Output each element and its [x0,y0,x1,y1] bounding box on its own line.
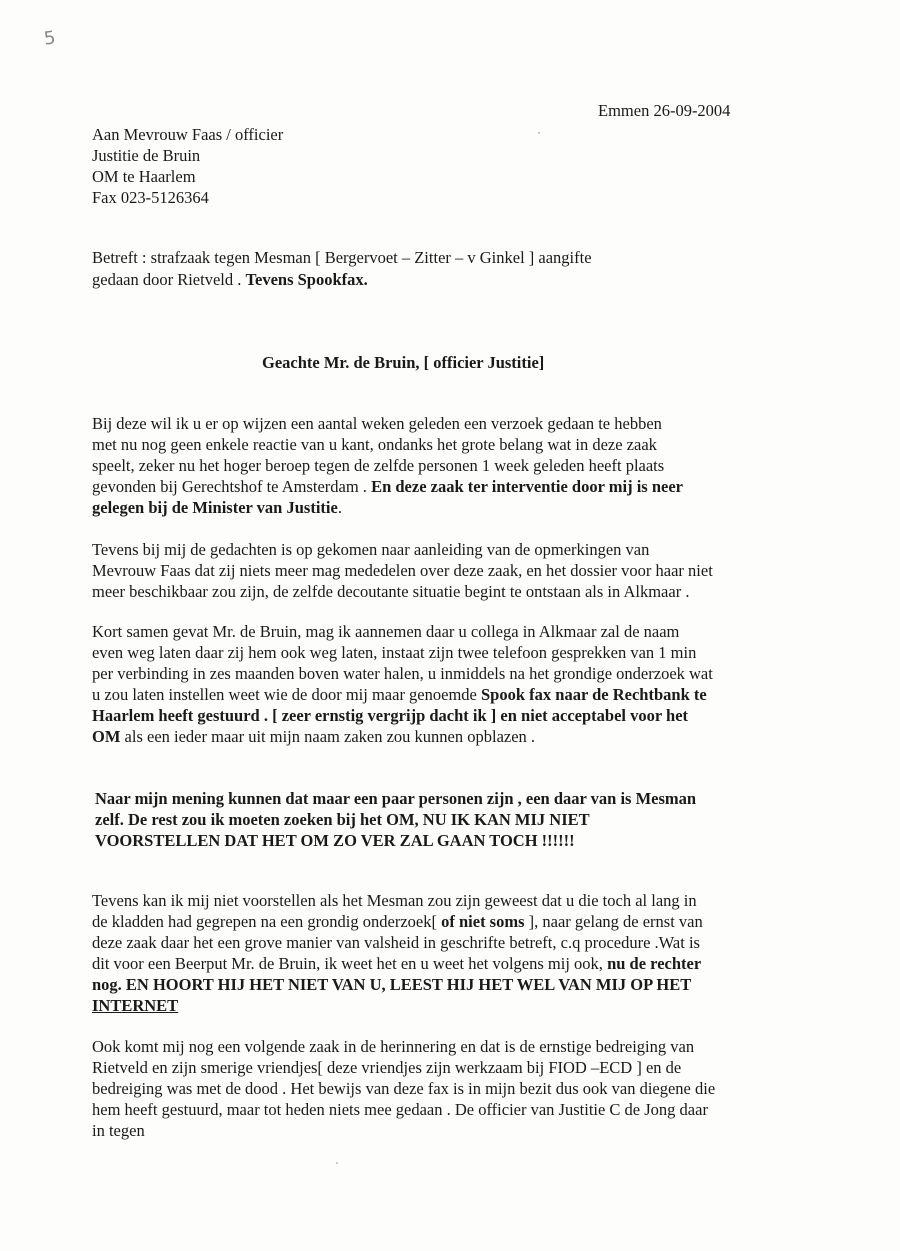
paragraph-line [92,953,701,974]
paragraph-line: in tegen [92,1121,145,1140]
address-line: OM te Haarlem [92,167,196,186]
subject-line [92,269,368,290]
paragraph-bold-text: of niet soms [441,912,525,931]
paragraph-line [92,497,342,518]
address-line: Aan Mevrouw Faas / officier [92,125,284,144]
subject-bold-text: Tevens Spookfax. [245,270,368,289]
paragraph-text: ], naar gelang de ernst van [524,912,703,931]
paragraph-text: de kladden had gegrepen na een grondig onderzoek[ [92,912,442,931]
paragraph-text: gevonden bij Gerechtshof te Amsterdam . [92,477,372,496]
paragraph-line: hem heeft gestuurd, maar tot heden niets mee gedaan . De officier van Justitie C de Jong daar [92,1100,708,1119]
paragraph-line: VOORSTELLEN DAT HET OM ZO VER ZAL GAAN TOCH !!!!!! [95,831,575,850]
address-line: Justitie de Bruin [92,146,201,165]
paragraph-line: Haarlem heeft gestuurd . [ zeer ernstig vergrijp dacht ik ] en niet acceptabel voor het [92,706,689,725]
paragraph-line: deze zaak daar het een grove manier van valsheid in geschrifte betreft, c.q procedure .Wat is [92,933,700,952]
paragraph-line [92,476,683,497]
letter-date: Emmen 26-09-2004 [598,101,731,120]
paragraph-line: Mevrouw Faas dat zij niets meer mag mededelen over deze zaak, en het dossier voor haar niet [92,561,713,580]
paragraph-line [92,726,535,747]
paragraph-line [92,684,707,705]
paragraph-line [92,911,703,932]
paragraph-line: Kort samen gevat Mr. de Bruin, mag ik aannemen daar u collega in Alkmaar zal de naam [92,622,680,641]
paragraph-line: Naar mijn mening kunnen dat maar een paar personen zijn , een daar van is Mesman [95,789,697,808]
scan-speck [336,1162,338,1164]
paragraph-text: dit voor een Beerput Mr. de Bruin, ik weet het en u weet het volgens mij ook, [92,954,608,973]
paragraph-line: Rietveld en zijn smerige vriendjes[ deze vriendjes zijn werkzaam bij FIOD –ECD ] en de [92,1058,682,1077]
paragraph-line: met nu nog geen enkele reactie van u kant, ondanks het grote belang wat in deze zaak [92,435,657,454]
salutation: Geachte Mr. de Bruin, [ officier Justitie] [262,353,545,372]
paragraph-bold-text: Spook fax naar de Rechtbank te [481,685,707,704]
paragraph-line: Tevens bij mij de gedachten is op gekomen naar aanleiding van de opmerkingen van [92,540,650,559]
paragraph-bold-text: gelegen bij de Minister van Justitie [92,498,338,517]
paragraph-line: INTERNET [92,996,179,1015]
paragraph-bold-text: OM [92,727,121,746]
page-number-mark: 5 [42,27,57,50]
paragraph-text: u zou laten instellen weet wie de door mij maar genoemde [92,685,481,704]
paragraph-bold-text: En deze zaak ter interventie door mij is neer [371,477,683,496]
paragraph-text: als een ieder maar uit mijn naam zaken zou kunnen opblazen . [120,727,536,746]
paragraph-line: speelt, zeker nu het hoger beroep tegen de zelfde personen 1 week geleden heeft plaats [92,456,665,475]
scan-speck [538,132,540,134]
subject-line: Betreft : strafzaak tegen Mesman [ Bergervoet – Zitter – v Ginkel ] aangifte [92,248,592,267]
paragraph-line: bedreiging was met de dood . Het bewijs van deze fax is in mijn bezit dus ook van diegene die [92,1079,716,1098]
address-line: Fax 023-5126364 [92,188,209,207]
paragraph-bold-text: nu de rechter [607,954,702,973]
paragraph-line: per verbinding in zes maanden boven water halen, u inmiddels na het grondige onderzoek wat [92,664,713,683]
paragraph-line: even weg laten daar zij hem ook weg laten, instaat zijn twee telefoon gesprekken van 1 min [92,643,697,662]
subject-text: gedaan door Rietveld . [92,270,246,289]
paragraph-line: Bij deze wil ik u er op wijzen een aantal weken geleden een verzoek gedaan te hebben [92,414,662,433]
paragraph-line: meer beschikbaar zou zijn, de zelfde decoutante situatie begint te ontstaan als in Alkmaar . [92,582,690,601]
paragraph-text: . [337,498,342,517]
paragraph-line: Ook komt mij nog een volgende zaak in de herinnering en dat is de ernstige bedreiging van [92,1037,695,1056]
paragraph-line: nog. EN HOORT HIJ HET NIET VAN U, LEEST HIJ HET WEL VAN MIJ OP HET [92,975,692,994]
paragraph-line: Tevens kan ik mij niet voorstellen als het Mesman zou zijn geweest dat u die toch al lang in [92,891,697,910]
paragraph-line: zelf. De rest zou ik moeten zoeken bij het OM, NU IK KAN MIJ NIET [95,810,590,829]
